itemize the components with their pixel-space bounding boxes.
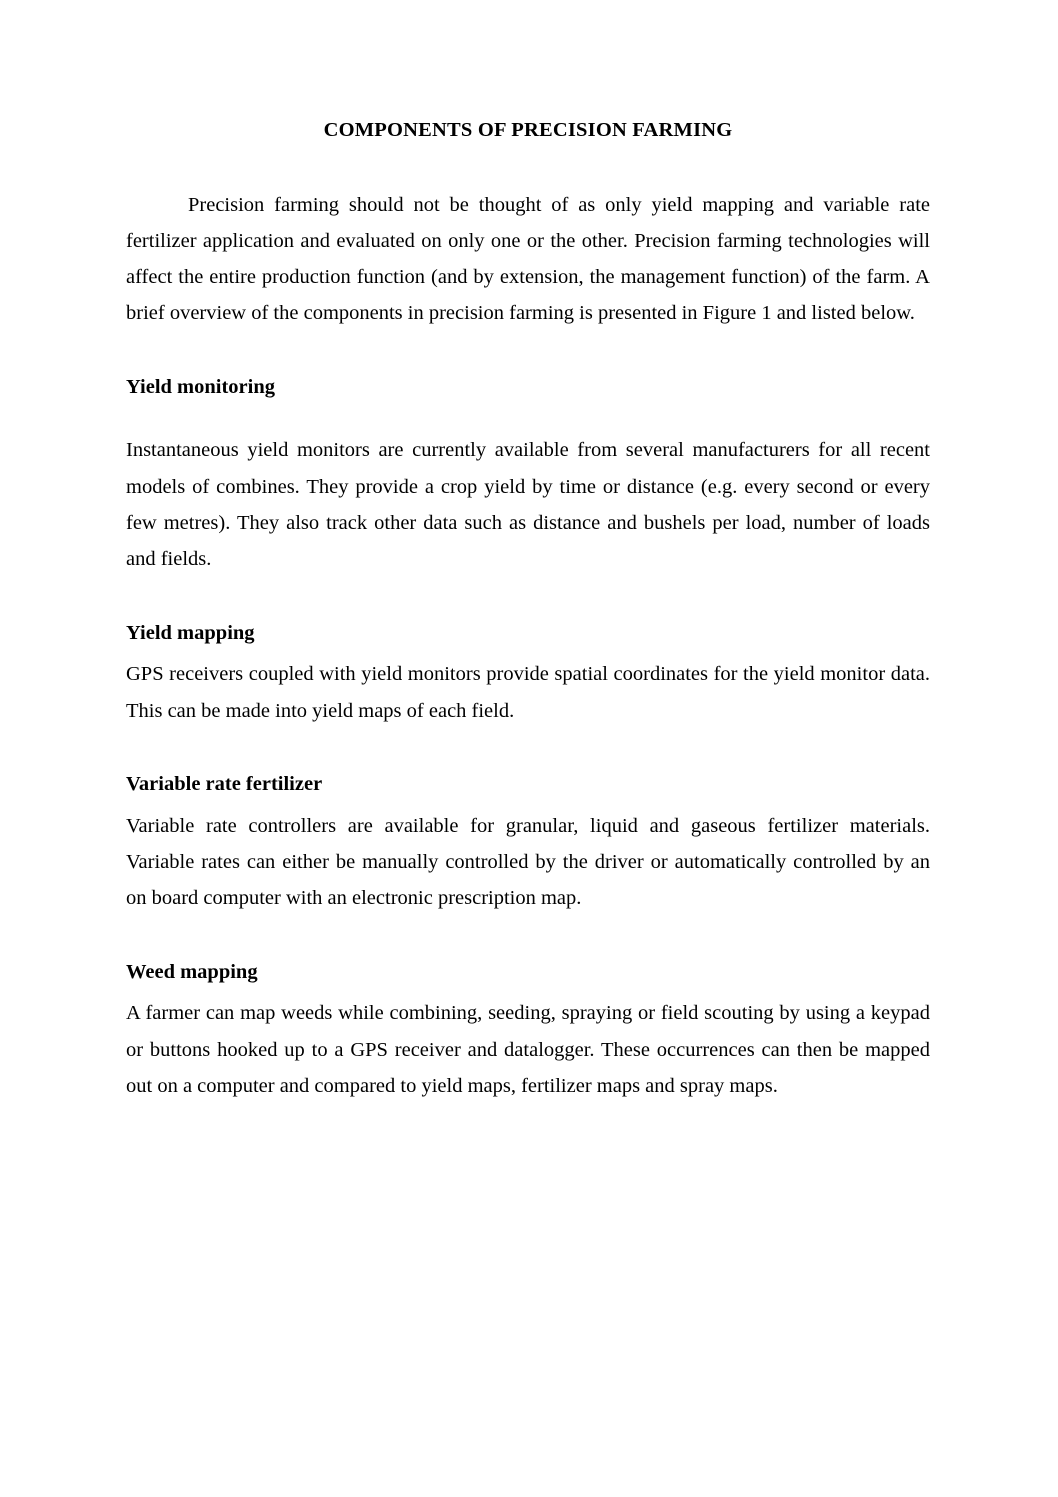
spacer xyxy=(126,648,930,656)
section-heading-yield-mapping: Yield mapping xyxy=(126,621,255,644)
section-heading-yield-monitoring: Yield monitoring xyxy=(126,375,276,398)
spacer xyxy=(126,729,930,769)
spacer xyxy=(126,800,930,808)
section-heading-weed-mapping: Weed mapping xyxy=(126,960,258,983)
section-body-weed-mapping: A farmer can map weeds while combining, seeding, spraying or field scouting by using a keypad or buttons hooked up to a GPS receiver and datalogger. These occurrences can then be mapped out on a computer and compared to yield maps, fertilizer maps and spray maps. xyxy=(126,1002,930,1097)
spacer xyxy=(126,917,930,957)
section-heading-variable-rate-fertilizer: Variable rate fertilizer xyxy=(126,772,323,795)
section-body-yield-mapping: GPS receivers coupled with yield monitors provide spatial coordinates for the yield monitor data. This can be made into yield maps of each field. xyxy=(126,663,930,722)
spacer xyxy=(126,402,930,432)
page-title: COMPONENTS OF PRECISION FARMING xyxy=(323,119,733,141)
intro-paragraph: Precision farming should not be thought of as only yield mapping and variable rate fertilizer application and evaluated on only one or the other. Precision farming technologies will affect the entire production function (and by extension, the management function) of the farm. A brief overview of the components in precision farming is presented in Figure 1 and listed below. xyxy=(126,193,930,325)
spacer xyxy=(126,578,930,618)
spacer xyxy=(126,332,930,372)
section-body-yield-monitoring: Instantaneous yield monitors are currently available from several manufacturers for all recent models of combines. They provide a crop yield by time or distance (e.g. every second or every few metres). They also track other data such as distance and bushels per load, number of loads and fields. xyxy=(126,439,930,571)
section-body-variable-rate-fertilizer: Variable rate controllers are available for granular, liquid and gaseous fertilizer materials. Variable rates can either be manually controlled by the driver or automatically controlled by an on board computer with an electronic prescription map. xyxy=(126,814,930,910)
spacer xyxy=(126,987,930,995)
